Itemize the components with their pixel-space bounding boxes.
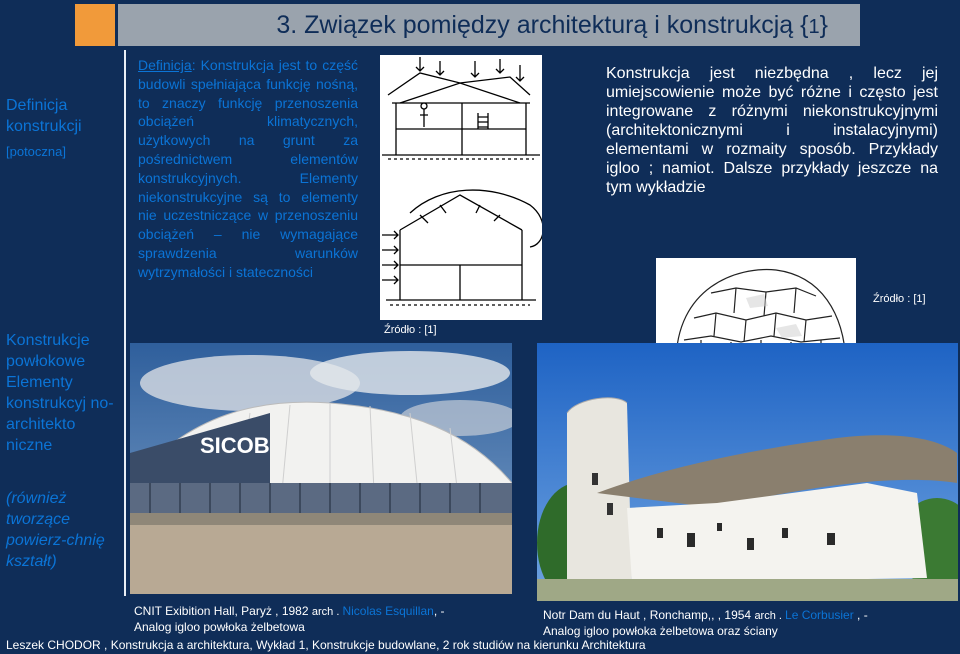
structure-explanation-text: Konstrukcja jest niezbędna , lecz jej umiejscowienie może być różne i często jest integrowane z różnymi niekonstrukcyjnymi (architektonicznymi i instalacyjnymi) elementami w rozmaity sposób. Przykłady igloo ; namiot. Dalsze przykłady jeszcze na tym wykładzie	[606, 65, 938, 196]
sidebar-section-definition	[6, 95, 116, 162]
definition-label: Definicja	[138, 57, 192, 73]
house-load-diagram-icon	[380, 55, 542, 320]
definition-paragraph: Definicja: Konstrukcja jest to część budowli spełniająca funkcję nośną, to znaczy funkcję przenoszenia obciążeń klimatycznych, użytkowych na grunt za pośrednictwem elementów konstrukcyjnych. Elementy niekonstrukcyjne są to elementy nie uczestniczące w przenoszeniu obciążeń – nie wymagające sprawdzenia warunków wytrzymałości i stateczności	[138, 57, 358, 280]
diagram-source-label: Źródło : [1]	[384, 324, 437, 336]
ronchamp-chapel-photo	[537, 343, 958, 601]
igloo-source-label: Źródło : [1]	[873, 293, 926, 305]
title-accent-block	[75, 4, 115, 46]
cnit-hall-photo	[130, 343, 512, 594]
sidebar-section-note: (również tworzące powierz-chnię kształt)	[6, 490, 105, 570]
sicob-sign: SICOB	[200, 433, 270, 458]
ronchamp-caption: Notr Dam du Haut , Ronchamp,, , 1954 arch . Le Corbusier , - Analog igloo powłoka żelbetowa oraz ściany	[543, 608, 868, 638]
cnit-caption: CNIT Exibition Hall, Paryż , 1982 arch . Nicolas Esquillan, - Analog igloo powłoka żelbetowa	[134, 604, 445, 634]
ronchamp-author-link[interactable]: Le Corbusier	[785, 608, 854, 622]
slide-title: 3. Związek pomiędzy architekturą i konstrukcją {1}	[118, 4, 860, 46]
structure-diagram	[380, 55, 542, 320]
slide-footer: Leszek CHODOR , Konstrukcja a architektura, Wykład 1, Konstrukcje budowlane, 2 rok studiów na kierunku Architektura	[6, 638, 646, 652]
sidebar-section-shells: Konstrukcje powłokowe Elementy konstrukcyj no-architekto niczne	[6, 332, 114, 454]
vertical-divider	[124, 50, 126, 596]
sidebar-definition-subtitle: [potoczna]	[6, 144, 66, 159]
cnit-author-link[interactable]: Nicolas Esquillan	[342, 604, 434, 618]
sidebar-definition-title: Definicja konstrukcji	[6, 97, 82, 135]
